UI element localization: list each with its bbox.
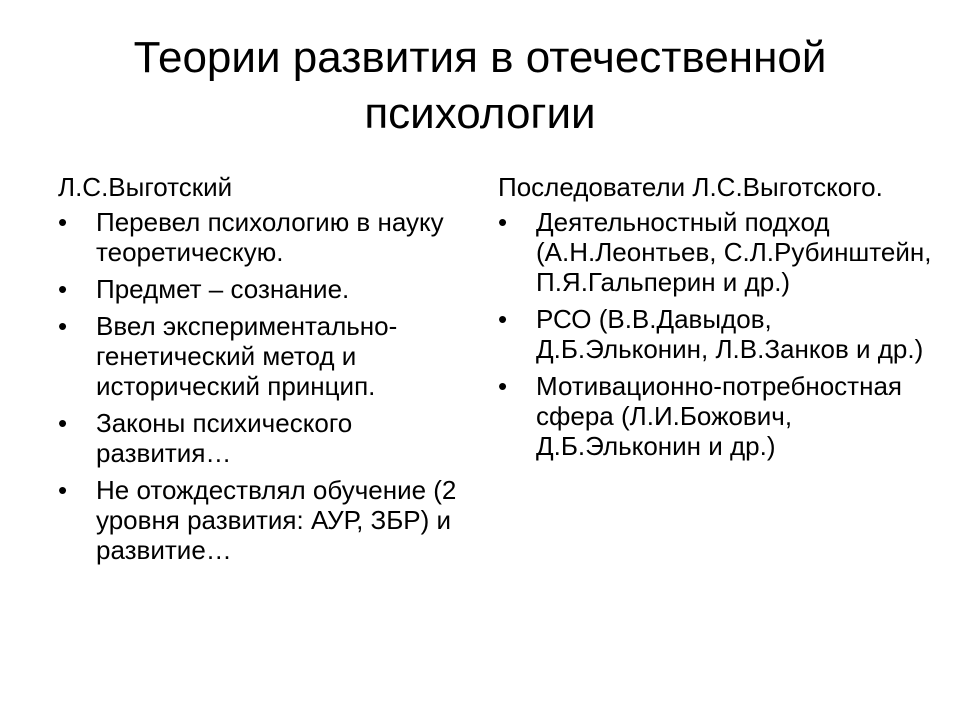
list-item [58,311,458,401]
slide-title-line-2: психологии [364,89,596,138]
list-item-text: Ввел экспериментально-генетический метод и исторический принцип. [96,311,398,401]
list-item [498,371,938,461]
left-column-heading: Л.С.Выготский [58,172,233,202]
bullet-icon: • [498,304,508,334]
slide-title-line-1: Теории развития в отечественной [133,33,827,82]
bullet-icon: • [498,371,508,401]
bullet-icon: • [58,311,68,341]
list-item-text: Не отождествлял обучение (2 уровня развития: АУР, ЗБР) и развитие… [96,475,457,565]
list-item-text: Законы психического развития… [96,408,353,468]
list-item [58,207,458,267]
bullet-icon: • [58,274,68,304]
list-item [58,274,458,304]
bullet-icon: • [58,475,68,505]
right-column-heading: Последователи Л.С.Выготского. [498,172,883,202]
list-item [498,207,938,297]
bullet-icon: • [498,207,508,237]
list-item-text: Деятельностный подход (А.Н.Леонтьев, С.Л.Рубинштейн, П.Я.Гальперин и др.) [536,207,932,297]
list-item-text: Мотивационно-потребностная сфера (Л.И.Божович, Д.Б.Эльконин и др.) [536,371,902,461]
list-item-text: РСО (В.В.Давыдов, Д.Б.Эльконин, Л.В.Занков и др.) [536,304,924,364]
list-item [58,475,458,565]
slide-title [30,30,930,142]
list-item [58,408,458,468]
list-item-text: Предмет – сознание. [96,274,350,304]
right-column [498,172,938,468]
list-item [498,304,938,364]
right-bullet-list [498,207,938,461]
left-column [58,172,458,572]
bullet-icon: • [58,207,68,237]
left-bullet-list [58,207,458,565]
list-item-text: Перевел психологию в науку теоретическую. [96,207,444,267]
bullet-icon: • [58,408,68,438]
